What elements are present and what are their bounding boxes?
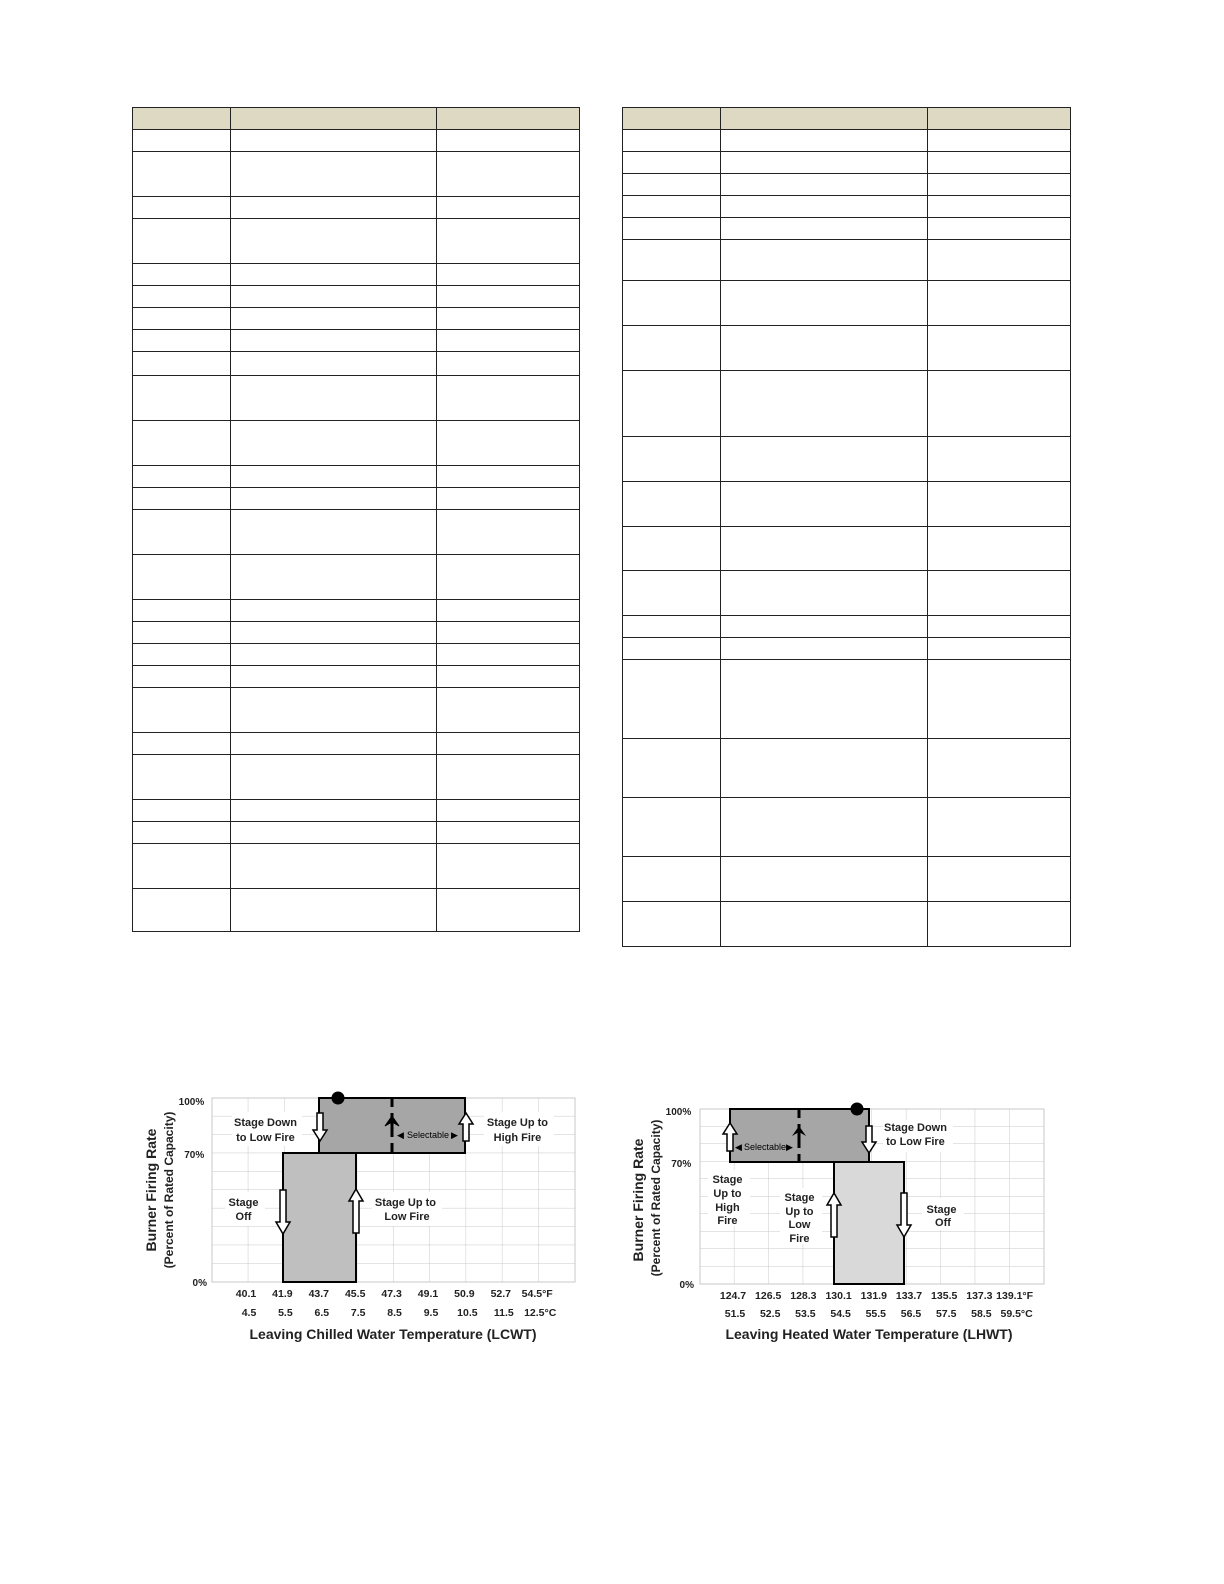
x-f-tick-label: 49.1 xyxy=(417,1288,439,1300)
x-c-tick-label: 52.5 xyxy=(759,1308,781,1320)
y-tick-label: 70% xyxy=(184,1150,205,1161)
x-f-tick-label: 130.1 xyxy=(825,1290,852,1302)
stage-up-low-label: Low xyxy=(788,1219,811,1231)
x-c-tick-label: 10.5 xyxy=(457,1307,478,1319)
stage-off-label: Stage xyxy=(926,1204,957,1216)
x-f-tick-label: 133.7 xyxy=(895,1290,923,1302)
y-tick-label: 70% xyxy=(671,1159,692,1170)
stage-up-high-label: Stage Up to xyxy=(486,1117,549,1129)
stage-up-low-label: Low Fire xyxy=(384,1211,430,1223)
selectable-right-arrow-icon: ▶ xyxy=(451,1130,458,1140)
selectable-right-arrow-icon: ▶ xyxy=(786,1142,793,1152)
x-c-tick-label: 55.5 xyxy=(865,1308,887,1320)
x-f-tick-label: 40.1 xyxy=(235,1288,257,1300)
stage-down-label: to Low Fire xyxy=(886,1136,945,1148)
y-tick-label: 0% xyxy=(192,1278,207,1289)
x-c-tick-label: 5.5 xyxy=(278,1307,293,1319)
low-fire-region xyxy=(834,1162,904,1284)
stage-up-high-label: High Fire xyxy=(493,1132,542,1144)
svg-text:100% 70% 0% xyxy=(666,1107,694,1291)
x-f-tick-label: 50.9 xyxy=(454,1288,475,1300)
stage-off-label: Off xyxy=(935,1217,951,1229)
selectable-label: Selectable xyxy=(743,1142,787,1152)
stage-down-label: Stage Down xyxy=(883,1122,947,1134)
x-c-tick-label: 11.5 xyxy=(493,1307,514,1319)
x-f-tick-label: 45.5 xyxy=(344,1288,366,1300)
x-axis-title: Leaving Chilled Water Temperature (LCWT) xyxy=(249,1326,537,1342)
x-f-tick-label: 124.7 xyxy=(719,1290,747,1302)
x-c-tick-label: 53.5 xyxy=(795,1308,816,1320)
x-c-tick-label: 6.5 xyxy=(314,1307,330,1319)
x-c-tick-label: 59.5°C xyxy=(1000,1308,1033,1320)
stage-up-high-label: High xyxy=(715,1202,740,1214)
stage-up-low-label: Up to xyxy=(785,1206,814,1218)
stage-up-low-label: Stage xyxy=(784,1192,815,1204)
y-tick-label: 100% xyxy=(178,1097,205,1108)
stage-down-label: to Low Fire xyxy=(236,1132,295,1144)
y-axis-subtitle: (Percent of Rated Capacity) xyxy=(162,1111,176,1269)
x-f-tick-label: 137.3 xyxy=(966,1290,993,1302)
stage-down-label: Stage Down xyxy=(233,1117,297,1129)
stage-up-high-label: Stage xyxy=(712,1174,743,1186)
y-axis-title: Burner Firing Rate xyxy=(143,1128,159,1252)
x-f-tick-label: 47.3 xyxy=(381,1288,402,1300)
x-c-tick-label: 12.5°C xyxy=(524,1307,557,1319)
x-c-tick-label: 54.5 xyxy=(830,1308,851,1320)
x-c-tick-label: 8.5 xyxy=(387,1307,402,1319)
x-c-tick-label: 56.5 xyxy=(900,1308,922,1320)
x-c-tick-label: 57.5 xyxy=(935,1308,957,1320)
y-tick-label: 0% xyxy=(679,1280,694,1291)
stage-up-high-label: Fire xyxy=(717,1215,738,1227)
x-c-tick-label: 51.5 xyxy=(724,1308,746,1320)
x-c-tick-label: 58.5 xyxy=(971,1308,992,1320)
y-tick-label: 100% xyxy=(665,1107,692,1118)
x-c-tick-label: 7.5 xyxy=(350,1307,366,1319)
x-f-tick-label: 135.5 xyxy=(931,1290,958,1302)
stage-off-label: Stage xyxy=(228,1197,259,1209)
x-f-tick-label: 131.9 xyxy=(860,1290,887,1302)
x-c-tick-label: 4.5 xyxy=(241,1307,257,1319)
x-c-tick-label: 9.5 xyxy=(423,1307,439,1319)
stage-up-low-label: Fire xyxy=(789,1233,810,1245)
selectable-label: Selectable xyxy=(406,1130,450,1140)
x-f-tick-label: 139.1°F xyxy=(996,1290,1034,1302)
selectable-left-arrow-icon: ◀ xyxy=(735,1142,742,1152)
x-axis-title: Leaving Heated Water Temperature (LHWT) xyxy=(725,1326,1013,1342)
stage-up-high-label: Up to xyxy=(713,1188,742,1200)
x-f-tick-label: 52.7 xyxy=(490,1288,512,1300)
selectable-left-arrow-icon: ◀ xyxy=(397,1130,404,1140)
stage-up-low-label: Stage Up to xyxy=(374,1197,437,1209)
x-f-tick-label: 128.3 xyxy=(790,1290,817,1302)
stage-off-label: Off xyxy=(235,1211,252,1223)
x-f-tick-label: 54.5°F xyxy=(521,1288,553,1300)
setpoint-dot xyxy=(851,1103,864,1116)
x-f-tick-label: 126.5 xyxy=(755,1290,782,1302)
y-axis-subtitle: (Percent of Rated Capacity) xyxy=(649,1119,663,1277)
x-f-tick-label: 41.9 xyxy=(272,1288,293,1300)
y-axis-title: Burner Firing Rate xyxy=(630,1138,646,1262)
x-f-tick-label: 43.7 xyxy=(308,1288,330,1300)
